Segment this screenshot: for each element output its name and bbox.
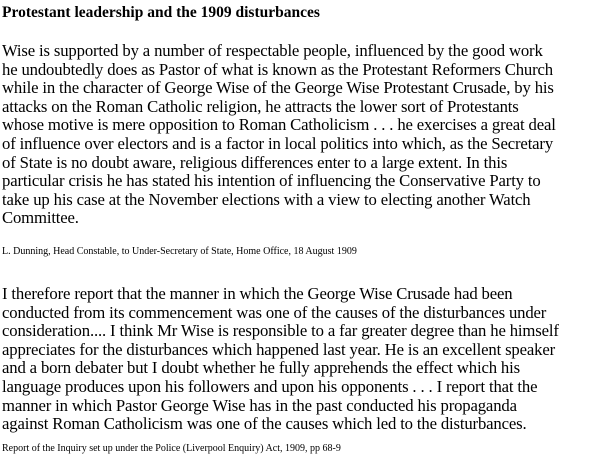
quote-source-2: Report of the Inquiry set up under the Police (Liverpool Enquiry) Act, 1909, pp 68-9 xyxy=(2,443,341,454)
quote-source-1: L. Dunning, Head Constable, to Under-Secretary of State, Home Office, 18 August 1909 xyxy=(2,246,357,257)
quote-paragraph-2: I therefore report that the manner in which the George Wise Crusade had been conducted from its commencement was one of the causes of the disturbances under consideration.... I think Mr Wise is responsible to a far greater degree than he himself appreciates for the disturbances which happened last year. He is an excellent speaker and a born debater but I doubt whether he fully apprehends the effect which his language produces upon his followers and upon his opponents . . . I report that the manner in which Pastor George Wise has in the past conducted his propaganda against Roman Catholicism was one of the causes which led to the disturbances. xyxy=(2,284,559,434)
document-title: Protestant leadership and the 1909 disturbances xyxy=(2,4,320,21)
quote-paragraph-1: Wise is supported by a number of respectable people, influenced by the good work he undoubtedly does as Pastor of what is known as the Protestant Reformers Church while in the character of George Wise of the George Wise Protestant Crusade, by his attacks on the Roman Catholic religion, he attracts the lower sort of Protestants whose motive is mere opposition to Roman Catholicism . . . he exercises a great deal of influence over electors and is a factor in local politics into which, as the Secretary of State is no doubt aware, religious differences enter to a large extent. In this particular crisis he has stated his intention of influencing the Conservative Party to take up his case at the November elections with a view to electing another Watch Committee. xyxy=(2,41,556,228)
